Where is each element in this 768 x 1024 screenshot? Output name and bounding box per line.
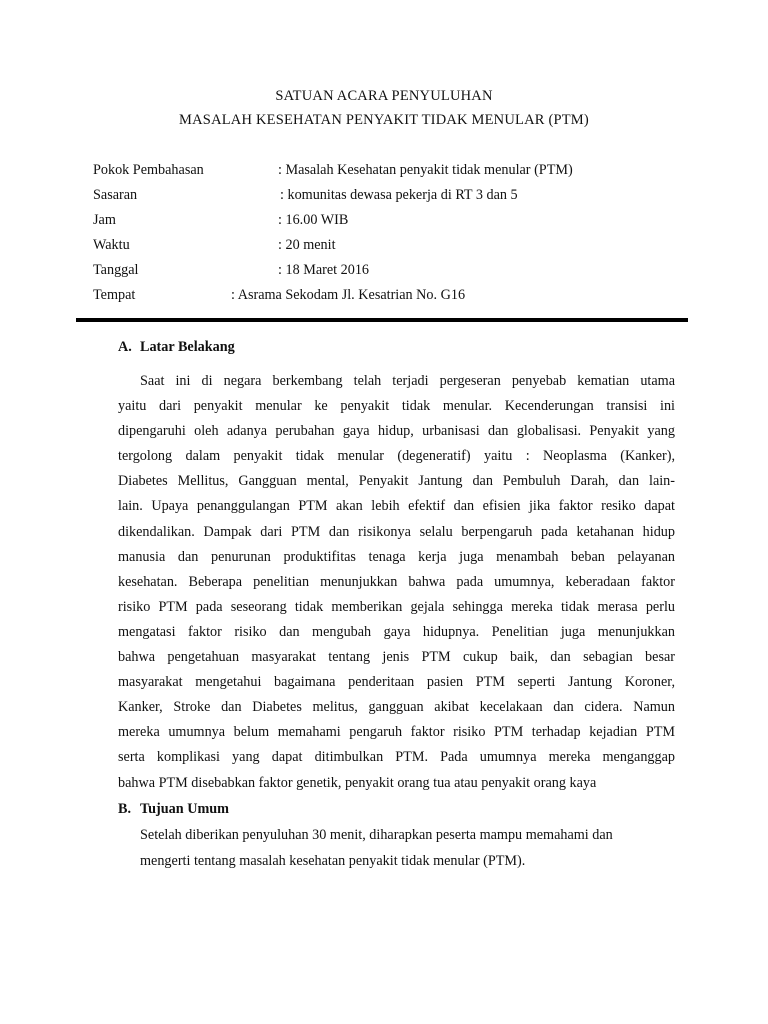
section-b-number: B. — [118, 801, 132, 817]
paragraph-line: Saat ini di negara berkembang telah terjadi pergeseran penyebab kematian utama — [140, 373, 675, 389]
paragraph-line: bahwa PTM disebabkan faktor genetik, penyakit orang tua atau penyakit orang kaya — [118, 774, 597, 791]
info-value: : Masalah Kesehatan penyakit tidak menular (PTM) — [278, 162, 573, 178]
info-label: Pokok Pembahasan — [93, 162, 204, 178]
section-b-heading — [118, 801, 229, 818]
tujuan-umum-paragraph — [140, 822, 660, 874]
info-value: : komunitas dewasa pekerja di RT 3 dan 5 — [280, 187, 518, 203]
info-value: : 20 menit — [278, 237, 336, 253]
section-a-heading — [118, 339, 235, 356]
info-value: : 18 Maret 2016 — [278, 262, 370, 278]
paragraph-line: dikendalikan. Dampak dari PTM dan risikonya selalu berpengaruh pada ketahanan hidup — [118, 523, 675, 540]
info-label: Sasaran — [93, 187, 138, 203]
latar-belakang-paragraph — [118, 369, 675, 796]
section-a-number: A. — [118, 339, 132, 355]
paragraph-line: risiko PTM pada seseorang tidak memberikan gejala sehingga mereka tidak merasa perlu — [118, 598, 675, 615]
paragraph-line: Diabetes Mellitus, Gangguan mental, Penyakit Jantung dan Pembuluh Darah, dan lain- — [118, 473, 675, 490]
section-b-title: Tujuan Umum — [140, 801, 229, 817]
horizontal-divider — [76, 318, 688, 322]
info-label: Tempat — [93, 287, 136, 303]
section-a-title: Latar Belakang — [140, 339, 235, 355]
paragraph-line: mengatasi faktor risiko dan mengubah gaya hidupnya. Penelitian juga menunjukkan — [118, 623, 675, 640]
paragraph-line: tergolong dalam penyakit tidak menular (degeneratif) yaitu : Neoplasma (Kanker), — [118, 448, 675, 465]
paragraph-line: serta komplikasi yang dapat ditimbulkan PTM. Pada umumnya mereka menganggap — [118, 749, 675, 766]
paragraph-line: kesehatan. Beberapa penelitian menunjukkan bahwa pada umumnya, keberadaan faktor — [118, 573, 675, 590]
document-subtitle: MASALAH KESEHATAN PENYAKIT TIDAK MENULAR (PTM) — [179, 112, 589, 128]
info-label: Tanggal — [93, 262, 139, 278]
paragraph-line: yaitu dari penyakit menular ke penyakit tidak menular. Kecenderungan transisi ini — [118, 398, 675, 415]
info-label: Jam — [93, 212, 116, 228]
document-title: SATUAN ACARA PENYULUHAN — [275, 88, 493, 104]
info-label: Waktu — [93, 237, 130, 253]
info-value: : Asrama Sekodam Jl. Kesatrian No. G16 — [231, 287, 466, 303]
paragraph-line: bahwa pengetahuan masyarakat tentang jenis PTM cukup baik, dan sebagian besar — [118, 649, 675, 666]
paragraph-line: Setelah diberikan penyuluhan 30 menit, diharapkan peserta mampu memahami dan — [140, 827, 613, 843]
paragraph-line: masyarakat mengetahui bagaimana penderitaan pasien PTM seperti Jantung Koroner, — [118, 674, 675, 691]
paragraph-line: dipengaruhi oleh adanya perubahan gaya hidup, urbanisasi dan globalisasi. Penyakit yang — [118, 423, 675, 440]
paragraph-line: mengerti tentang masalah kesehatan penyakit tidak menular (PTM). — [140, 853, 526, 869]
paragraph-line: Kanker, Stroke dan Diabetes melitus, gangguan akibat kecelakaan dan cidera. Namun — [118, 699, 675, 716]
paragraph-line: lain. Upaya penanggulangan PTM akan lebih efektif dan efisien jika faktor resiko dapat — [118, 498, 675, 515]
info-value: : 16.00 WIB — [278, 212, 349, 228]
paragraph-line: mereka umumnya belum memahami pengaruh faktor risiko PTM terhadap kejadian PTM — [118, 724, 675, 741]
paragraph-line: manusia dan penurunan produktifitas tenaga kerja juga menambah beban pelayanan — [118, 548, 675, 565]
